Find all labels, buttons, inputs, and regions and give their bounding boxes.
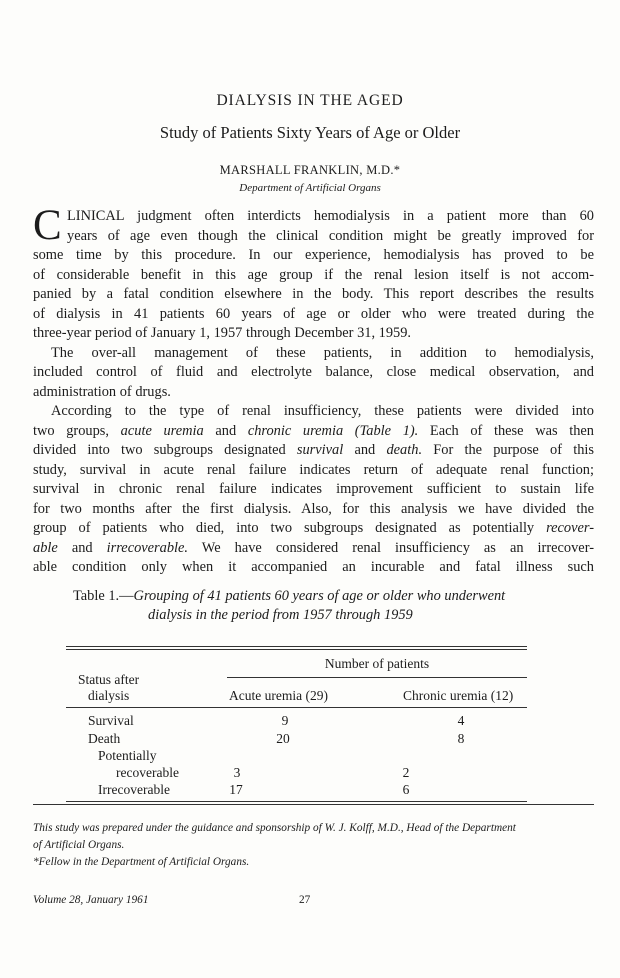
table-group-rule [227,677,527,678]
table-cell: 20 [276,731,290,746]
table-row-label: recoverable [116,765,179,780]
body-line: of considerable benefit in this age group if the renal lesion itself is not accom- [33,266,594,283]
journal-volume: Volume 28, January 1961 [33,894,149,906]
body-line: some time by this procedure. In our experience, hemodialysis has proved to be [33,247,594,263]
footnote-line: of Artificial Organs. [33,839,125,851]
table-cell: 8 [457,731,465,746]
table-col-header-acute: Acute uremia (29) [229,688,328,703]
table-row-label: Death [88,731,121,746]
author-department: Department of Artificial Organs [239,182,381,194]
body-line: panied by a fatal condition elsewhere in the body. This report describes the results [33,286,594,302]
body-line: three-year period of January 1, 1957 through December 31, 1959. [33,325,412,341]
article-body [33,202,595,578]
body-line: of dialysis in 41 patients 60 years of age or older who were treated during the [33,305,594,322]
body-line: divided into two subgroups designated survival and death. For the purpose of this [33,442,594,458]
table-cell: 17 [229,782,243,797]
table-rule-bottom [66,801,527,802]
table-header-rule [66,707,527,708]
table-cell: 4 [457,713,465,728]
table-group-header: Number of patients [324,656,430,671]
article-title: DIALYSIS IN THE AGED [216,92,404,109]
body-line: administration of drugs. [33,383,171,400]
body-line: The over-all management of these patients, in addition to hemodialysis, [51,344,594,361]
table-cell: 6 [402,782,410,797]
table-col-header-chronic: Chronic uremia (12) [403,688,514,703]
table-status-header: Status after [78,672,140,687]
author-name: MARSHALL FRANKLIN, M.D.* [219,163,401,177]
body-line: included control of fluid and electrolyte balance, close medical observation, and [33,364,594,380]
body-line: two groups, acute uremia and chronic uremia (Table 1). Each of these was then [33,422,595,439]
footnote-line: This study was prepared under the guidance and sponsorship of W. J. Kolff, M.D., Head of the Department [33,822,516,834]
table-rule-top [66,646,527,647]
body-line: group of patients who died, into two subgroups designated as potentially recover- [33,520,594,536]
table-row-label: Irrecoverable [98,782,170,797]
body-line: LINICAL judgment often interdicts hemodialysis in a patient more than 60 [67,208,594,224]
table-caption-continued: dialysis in the period from 1957 through 1959 [148,607,413,623]
article-subtitle: Study of Patients Sixty Years of Age or Older [159,123,461,142]
drop-cap: C [33,202,62,249]
body-line: According to the type of renal insufficiency, these patients were divided into [51,403,594,419]
body-line: study, survival in acute renal failure indicates return of adequate renal function; [33,461,594,478]
table-rule-top-double [66,649,527,650]
body-line: able condition only when it accompanied an incurable and fatal illness such [33,559,594,575]
body-line: survival in chronic renal failure indicates improvement sufficient to sustain life [33,481,594,497]
page-number: 27 [299,894,311,906]
body-line: for two months after the first dialysis. Also, for this analysis we have divided the [33,500,594,517]
footnote-line: *Fellow in the Department of Artificial Organs. [33,856,250,868]
footnote-rule [33,804,594,805]
table-cell: 9 [281,713,289,728]
table-status-header: dialysis [88,688,130,703]
table-row-label: Survival [88,713,134,728]
table-row-label: Potentially [98,748,157,763]
table-caption: Table 1.—Grouping of 41 patients 60 years of age or older who underwent [73,588,506,604]
table-cell: 3 [233,765,241,780]
body-line: able and irrecoverable. We have considered renal insufficiency as an irrecover- [33,539,594,556]
table-cell: 2 [402,765,410,780]
footnotes [33,820,594,871]
body-line: years of age even though the clinical condition might be greatly improved for [67,227,594,244]
